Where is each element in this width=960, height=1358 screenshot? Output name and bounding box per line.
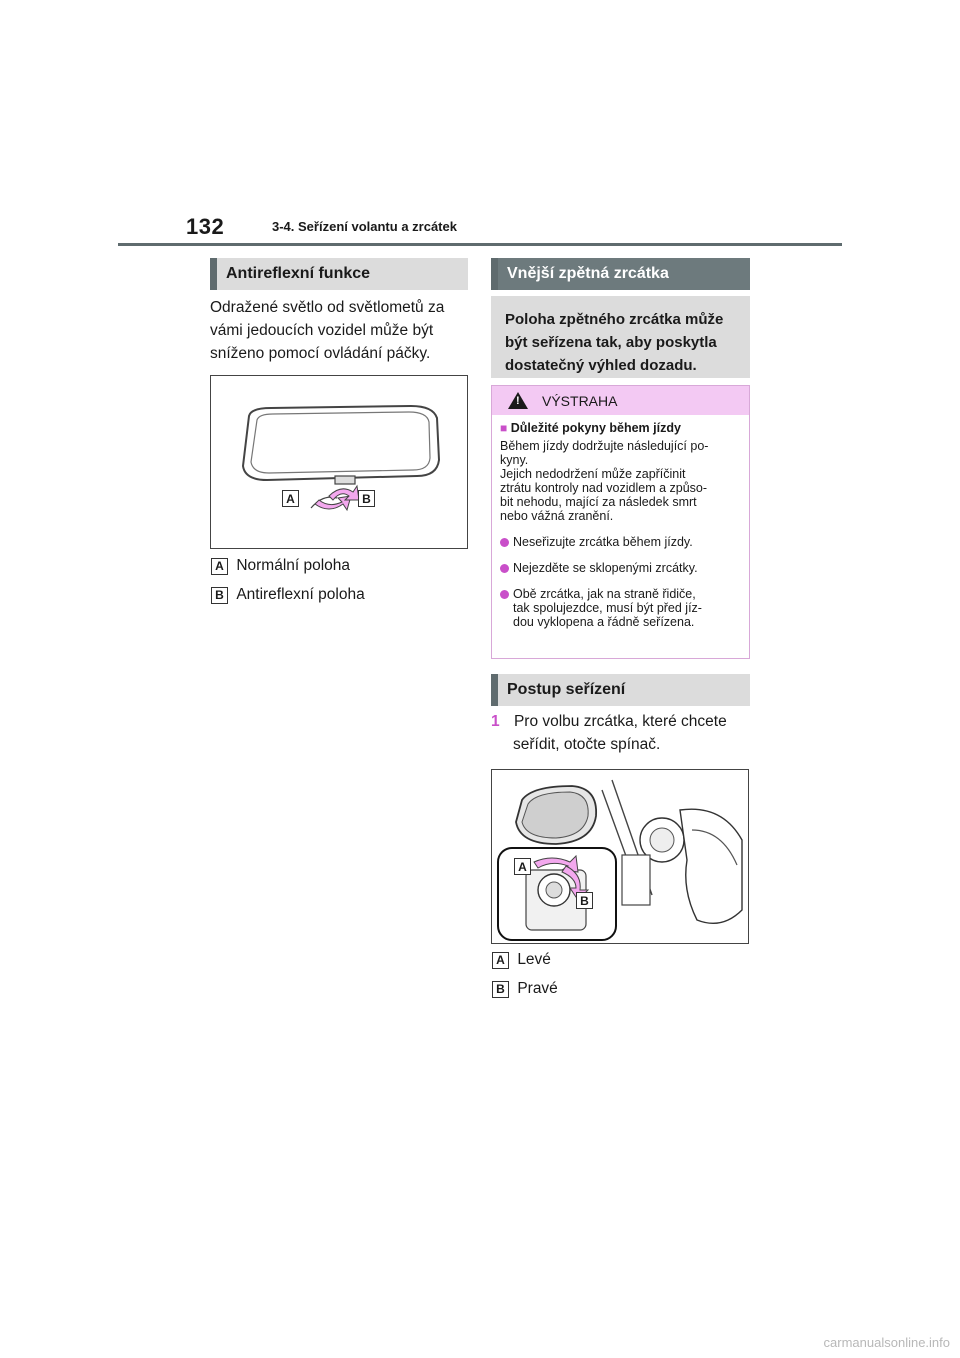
warning-line: Jejich nedodržení může zapříčinit [500, 467, 686, 481]
bullet-text: Obě zrcátka, jak na straně řidiče, [513, 587, 696, 601]
dot-bullet-icon [500, 538, 509, 547]
warning-line: kyny. [500, 453, 529, 467]
warning-bullet [500, 587, 741, 629]
heading-antireflex-text: Antireflexní funkce [226, 265, 371, 282]
legend-text: Normální poloha [236, 557, 351, 574]
legend-key-b: B [492, 981, 509, 998]
warning-subheading-row [500, 421, 741, 435]
step-line [491, 710, 753, 733]
legend-item [211, 557, 350, 575]
legend-key-b: B [211, 587, 228, 604]
step-number: 1 [491, 713, 500, 730]
step-text: Pro volbu zrcátka, které chcete [513, 713, 727, 730]
figure-label-b: B [576, 892, 593, 909]
warning-line: Během jízdy dodržujte následující po- [500, 439, 709, 453]
bullet-text: Neseřizujte zrcátka během jízdy. [513, 535, 693, 549]
warning-triangle-icon: ! [508, 392, 528, 409]
warning-header [492, 386, 749, 415]
warning-bullet [500, 561, 741, 575]
step-text: seřídit, otočte spínač. [513, 736, 661, 753]
heading-antireflex [210, 258, 468, 290]
legend-key-a: A [211, 558, 228, 575]
heading-procedure-text: Postup seřízení [507, 681, 626, 698]
square-bullet-icon: ■ [500, 421, 508, 435]
watermark: carmanualsonline.info [823, 1335, 950, 1350]
warning-body [492, 415, 749, 629]
warning-line: bit nehodu, mající za následek smrt [500, 495, 697, 509]
legend-text: Levé [517, 951, 551, 968]
heading-outer-mirrors [491, 258, 750, 290]
warning-subheading: Důležité pokyny během jízdy [510, 421, 681, 435]
intro-line: Odražené světlo od světlometů za [210, 299, 445, 316]
mirror-illustration [211, 376, 467, 548]
bullet-text: tak spolujezdce, musí být před jíz- [513, 601, 702, 615]
mirror-switch-illustration [492, 770, 748, 943]
dot-bullet-icon [500, 590, 509, 599]
intro-line: Poloha zpětného zrcátka může [505, 311, 724, 328]
outer-mirrors-intro [491, 296, 750, 378]
mirror-switch-figure [491, 769, 749, 944]
figure-label-b: B [358, 490, 375, 507]
dot-bullet-icon [500, 564, 509, 573]
warning-line: ztrátu kontroly nad vozidlem a způso- [500, 481, 708, 495]
figure-label-a: A [282, 490, 299, 507]
heading-outer-mirrors-text: Vnější zpětná zrcátka [507, 265, 669, 282]
rearview-mirror-figure [210, 375, 468, 549]
warning-line: nebo vážná zranění. [500, 509, 614, 523]
warning-title: VÝSTRAHA [542, 392, 618, 409]
legend-text: Antireflexní poloha [236, 586, 365, 603]
warning-box [491, 385, 750, 659]
heading-procedure [491, 674, 750, 706]
antireflex-intro [210, 296, 470, 365]
legend-item [211, 586, 365, 604]
page-number: 132 [186, 214, 225, 239]
procedure-step [491, 710, 753, 756]
legend-key-a: A [492, 952, 509, 969]
intro-line: vámi jedoucích vozidel může být [210, 322, 434, 339]
legend-text: Pravé [517, 980, 558, 997]
intro-line: sníženo pomocí ovládání páčky. [210, 345, 431, 362]
intro-line: být seřízena tak, aby poskytla [505, 334, 717, 351]
figure-label-a: A [514, 858, 531, 875]
bullet-text: Nejezděte se sklopenými zrcátky. [513, 561, 698, 575]
intro-line: dostatečný výhled dozadu. [505, 357, 697, 374]
legend-item [492, 980, 558, 998]
bullet-text: dou vyklopena a řádně seřízena. [513, 615, 695, 629]
header-rule [118, 243, 842, 246]
section-title: 3-4. Seřízení volantu a zrcátek [272, 219, 457, 234]
warning-bullet [500, 535, 741, 549]
legend-item [492, 951, 551, 969]
